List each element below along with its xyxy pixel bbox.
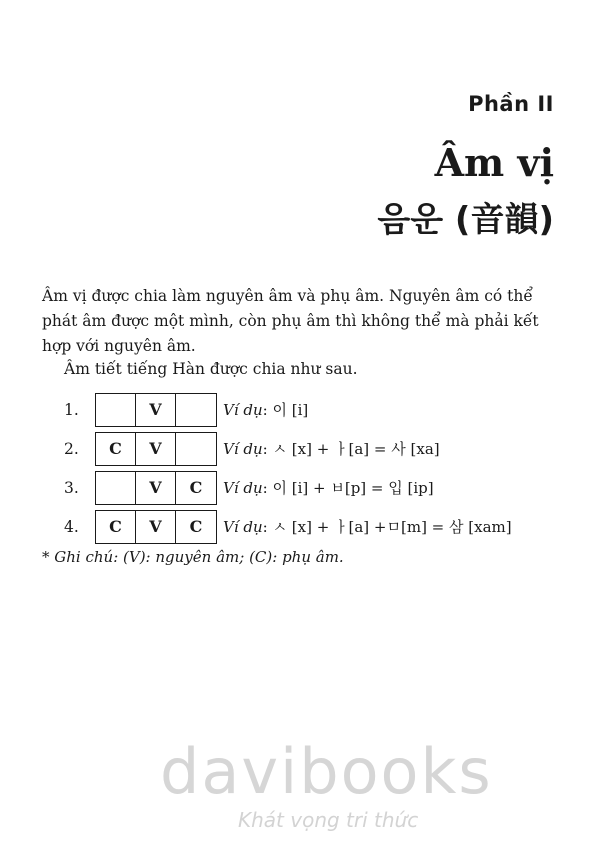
row-number: 1. — [64, 400, 79, 419]
syllable-box — [95, 510, 217, 544]
intro-paragraph: Âm vị được chia làm nguyên âm và phụ âm. Nguyên âm có thể phát âm được một mình, còn phụ âm thì không thể mà phải kết hợp với nguyên âm. — [42, 287, 539, 355]
syllable-cell: C — [189, 517, 203, 536]
row-number: 3. — [64, 478, 79, 497]
example-label: Ví dụ — [223, 479, 263, 497]
row-number: 4. — [64, 517, 79, 536]
example-text: ㅅ [x] + ㅏ[a] +ㅁ[m] = 삼 [xam] — [272, 518, 512, 536]
syllable-cell: V — [136, 433, 176, 465]
syllable-cell: V — [136, 511, 176, 543]
syllable-cell: V — [136, 472, 176, 504]
syllable-box — [95, 471, 217, 505]
example: Ví dụ: 이 [i] — [223, 401, 309, 419]
example-text: 이 [i] + ㅂ[p] = 입 [ip] — [272, 479, 434, 497]
example-label: Ví dụ — [223, 440, 263, 458]
page-title: Âm vị — [434, 140, 554, 185]
syllable-cell — [96, 472, 136, 504]
syllable-cell: C — [96, 433, 136, 465]
syllable-cell — [176, 433, 216, 465]
example: Ví dụ: 이 [i] + ㅂ[p] = 입 [ip] — [223, 479, 434, 497]
syllable-cell — [176, 394, 216, 426]
example-text: ㅅ [x] + ㅏ[a] = 사 [xa] — [272, 440, 440, 458]
syllable-cell: V — [136, 394, 176, 426]
example: Ví dụ: ㅅ [x] + ㅏ[a] = 사 [xa] — [223, 440, 440, 458]
page-title-korean: 음운 (音韻) — [377, 200, 554, 240]
example: Ví dụ: ㅅ [x] + ㅏ[a] +ㅁ[m] = 삼 [xam] — [223, 518, 512, 536]
example-label: Ví dụ — [223, 401, 263, 419]
syllable-intro: Âm tiết tiếng Hàn được chia như sau. — [64, 360, 358, 378]
row-number: 2. — [64, 439, 79, 458]
structure-row — [64, 468, 512, 507]
footnote: * Ghi chú: (V): nguyên âm; (C): phụ âm. — [42, 548, 344, 566]
example-label: Ví dụ — [223, 518, 263, 536]
structure-row — [64, 507, 512, 546]
syllable-cell: C — [189, 478, 203, 497]
syllable-cell: C — [96, 511, 136, 543]
watermark-tagline: Khát vọng tri thức — [238, 808, 419, 832]
structure-row — [64, 390, 512, 429]
syllable-cell — [96, 394, 136, 426]
structure-row — [64, 429, 512, 468]
watermark-brand: davibooks — [160, 735, 493, 808]
syllable-box — [95, 432, 217, 466]
syllable-structure-list — [64, 390, 512, 546]
syllable-box — [95, 393, 217, 427]
example-text: 이 [i] — [272, 401, 309, 419]
part-label: Phần II — [468, 92, 554, 116]
